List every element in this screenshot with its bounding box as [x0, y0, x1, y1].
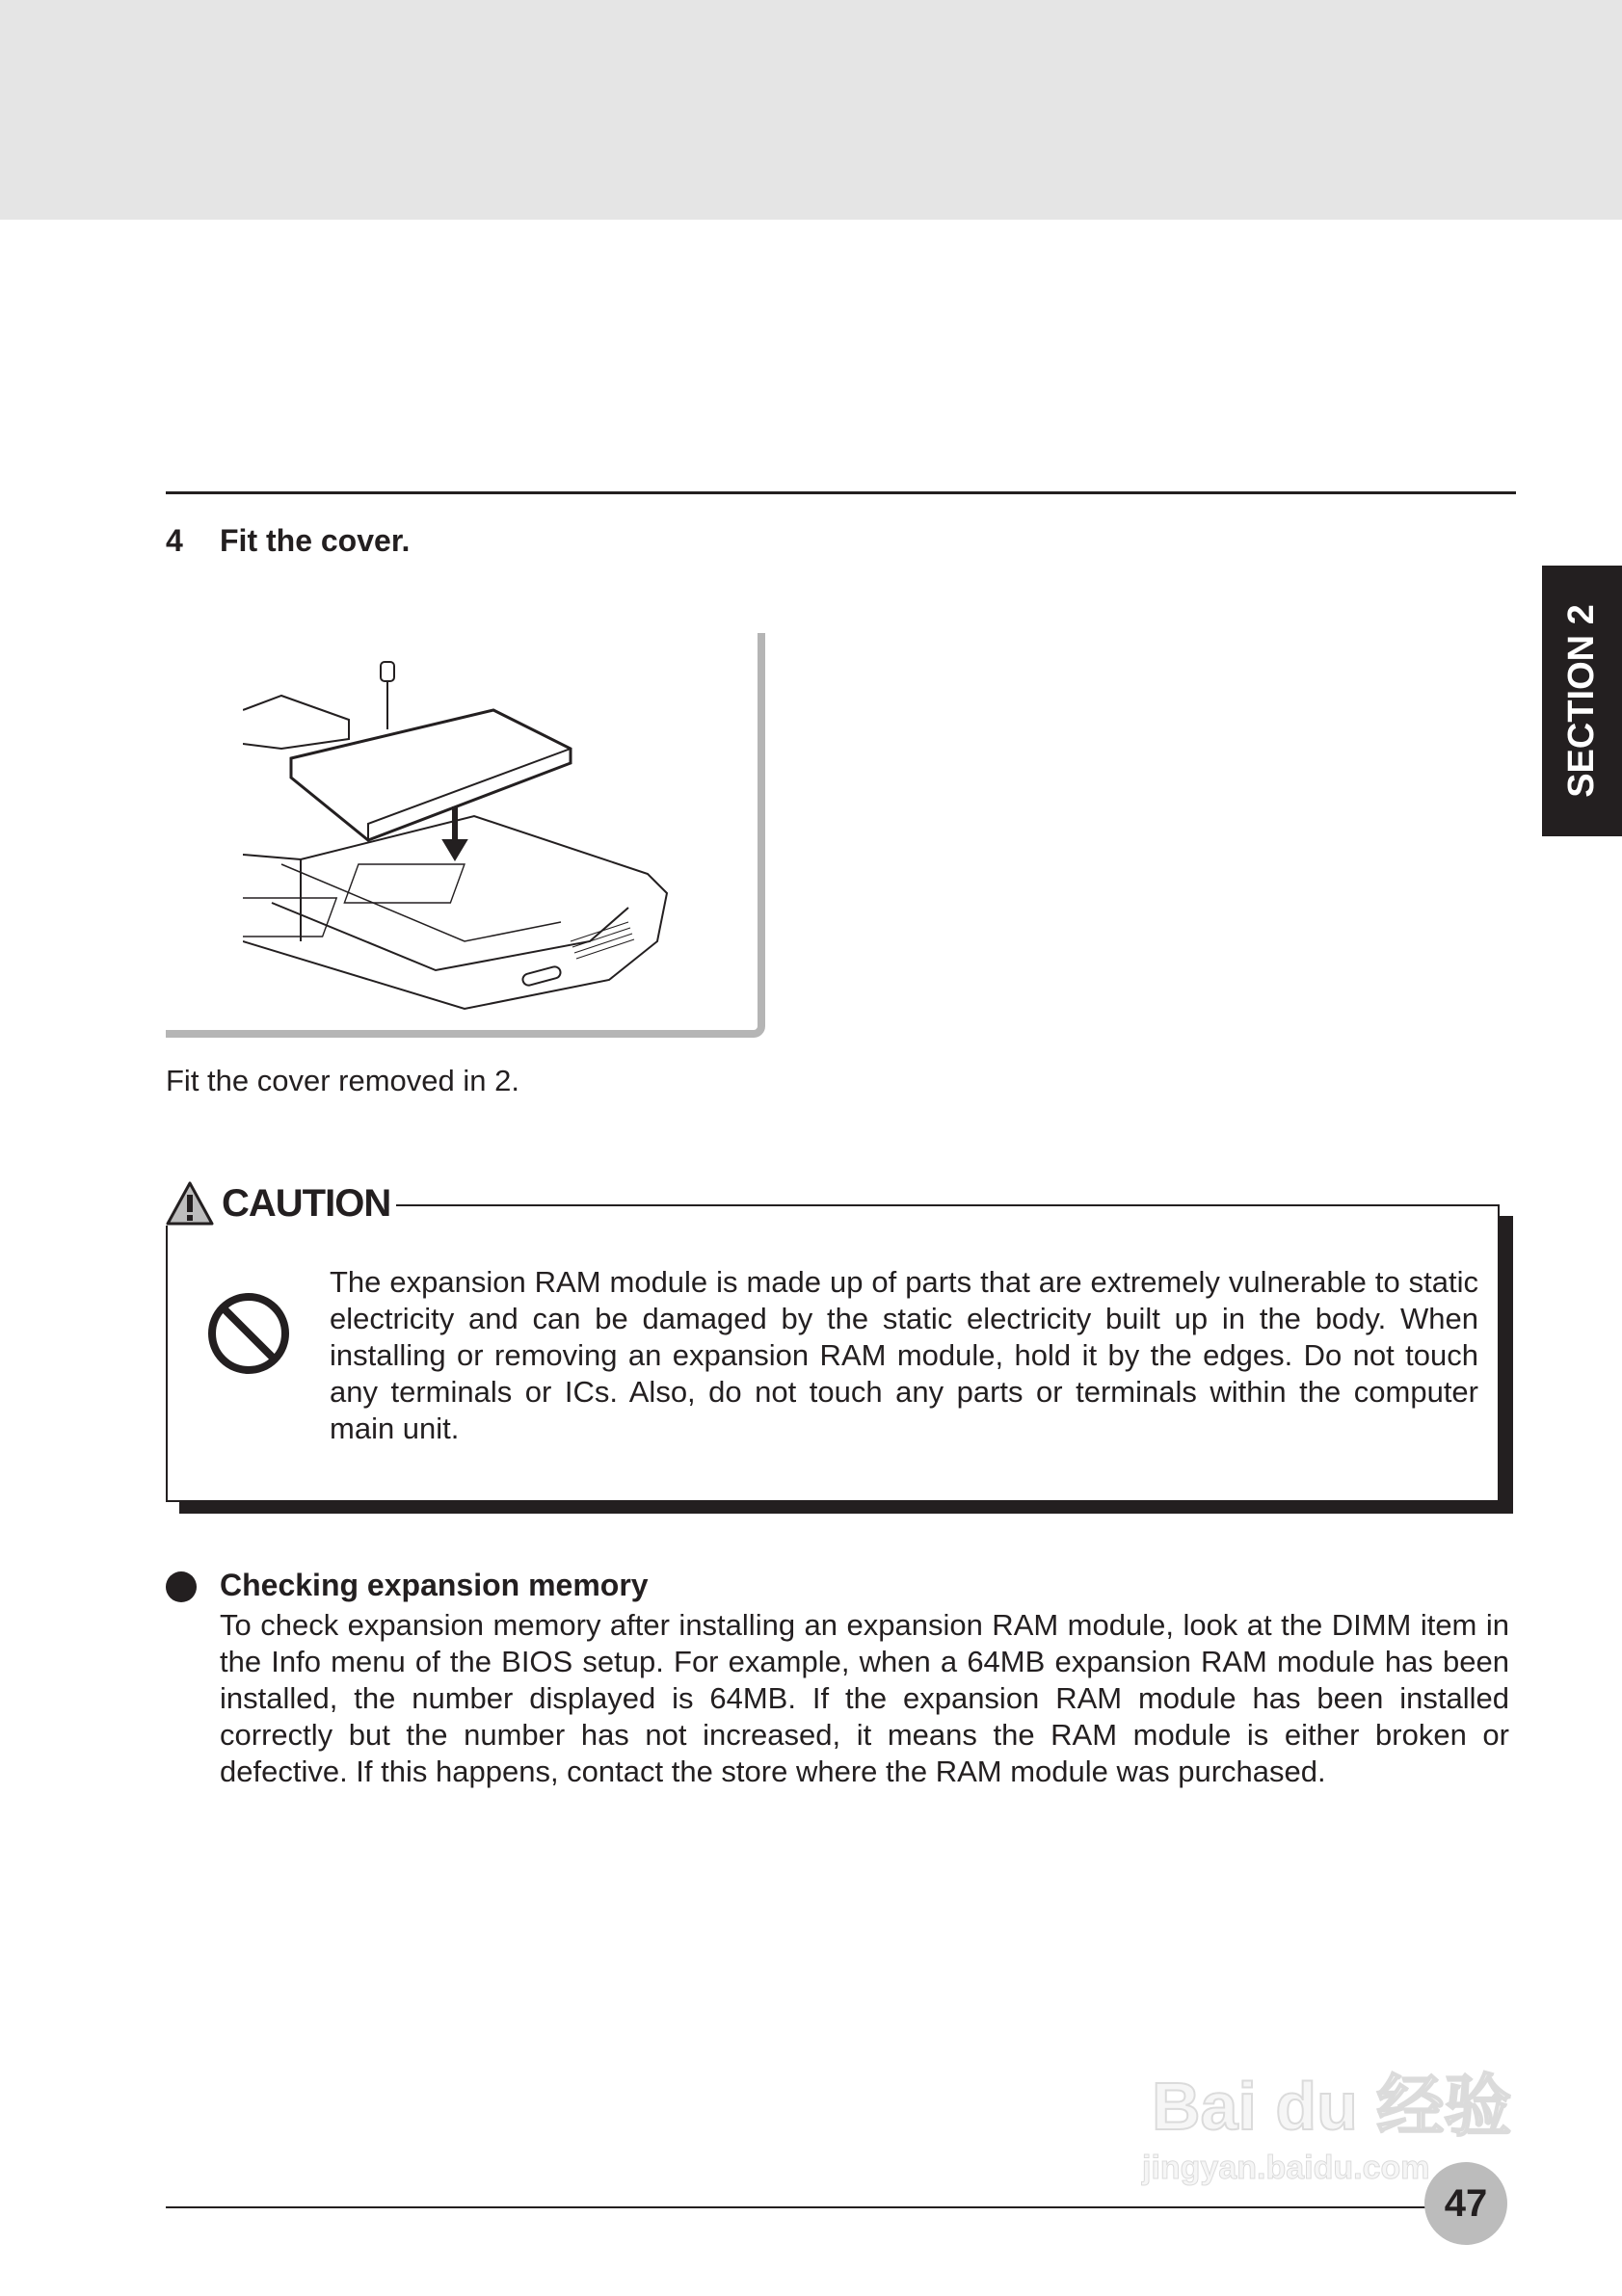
bullet-icon: [166, 1571, 197, 1602]
warning-triangle-icon: [166, 1181, 214, 1226]
page-number: 47: [1424, 2162, 1507, 2245]
prohibited-icon: [206, 1291, 291, 1376]
caution-text: The expansion RAM module is made up of parts that are extremely vulnerable to static electricity and can be damaged by the static electricity built up in the body. When installing or removing an expansion RAM module, hold it by the edges. Do not touch any terminals or ICs. Also, do not touch any parts or terminals within the computer main unit.: [330, 1265, 1478, 1445]
bottom-rule: [166, 2206, 1428, 2208]
header-band: [0, 0, 1622, 220]
section-body: To check expansion memory after installing an expansion RAM module, look at the DIMM item in the Info menu of the BIOS setup. For example, when a 64MB expansion RAM module has been installed, the number displayed is 64MB. If the expansion RAM module has been installed correctly but the number has not increased, it means the RAM module is either broken or defective. If this happens, contact the store where the RAM module was purchased.: [220, 1608, 1509, 1788]
top-rule: [166, 491, 1516, 494]
caution-box: [166, 1204, 1500, 1502]
figure-caption: Fit the cover removed in 2.: [166, 1064, 519, 1097]
cover-illustration: [166, 633, 765, 1038]
caution-label: CAUTION: [222, 1181, 391, 1225]
section-heading: Checking expansion memory: [220, 1568, 649, 1602]
step-heading: [166, 523, 410, 559]
section-tab: [1542, 566, 1622, 836]
step-number: 4: [166, 523, 183, 558]
laptop-cover-drawing: [243, 652, 686, 1018]
caution-heading: [166, 1181, 396, 1226]
step-title: Fit the cover.: [220, 523, 411, 558]
watermark-logo: Bai du 经验: [1152, 2069, 1512, 2144]
section-tab-label: SECTION 2: [1561, 604, 1603, 798]
watermark-url: jingyan.baidu.com: [1142, 2150, 1430, 2186]
